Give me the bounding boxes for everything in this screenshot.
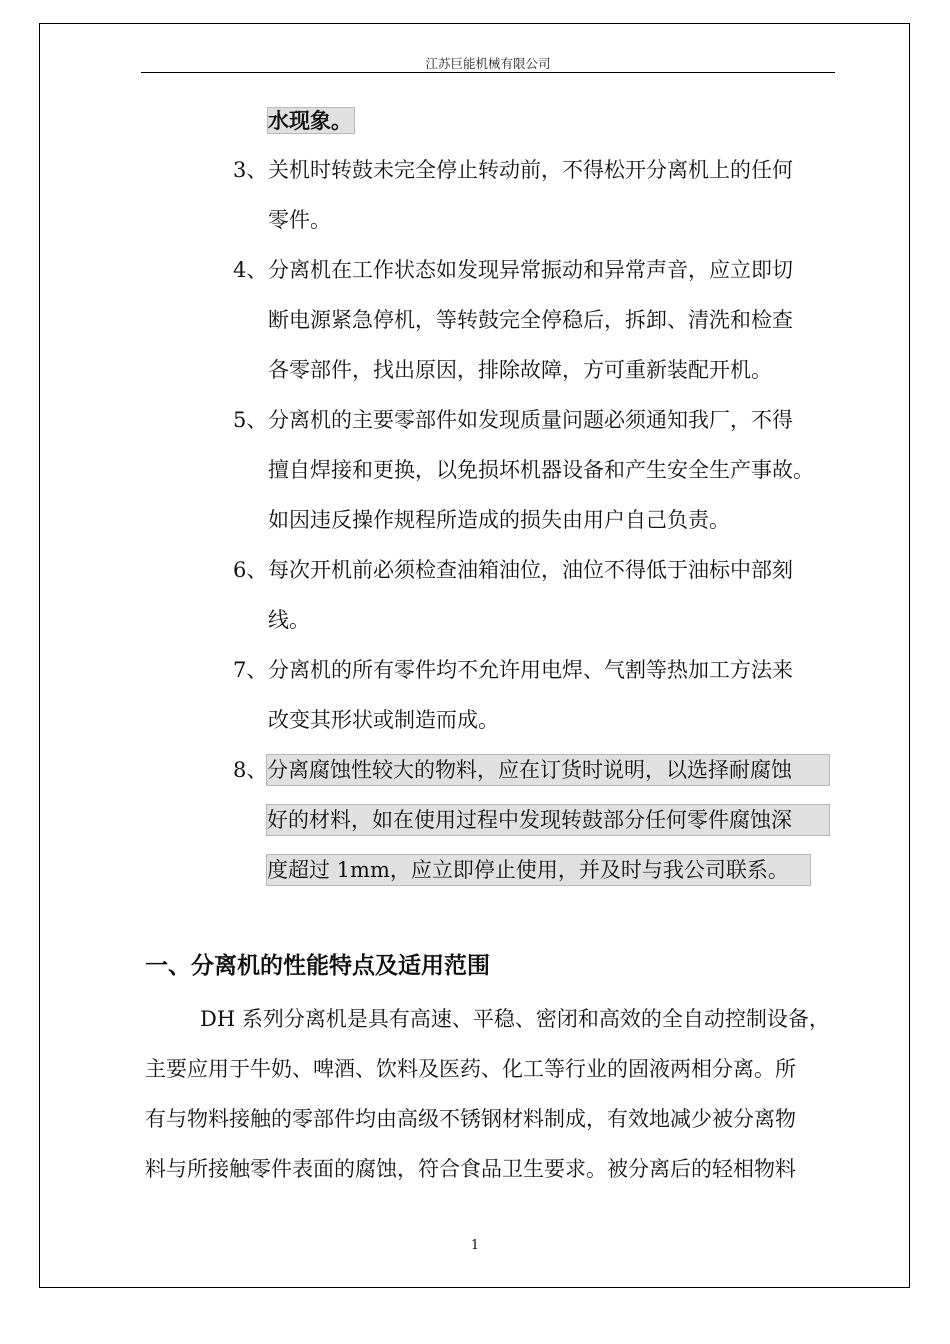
item-5-line-1: 分离机的主要零部件如发现质量问题必须通知我厂，不得 [268,408,793,432]
item-8-line-2: 好的材料，如在使用过程中发现转鼓部分任何零件腐蚀深 [267,805,829,835]
paragraph-line-2: 主要应用于牛奶、啤酒、饮料及医药、化工等行业的固液两相分离。所 [145,1057,796,1081]
item-4-number: 4、 [233,258,268,282]
page-number: 1 [470,1238,480,1253]
section-title: 一、分离机的性能特点及适用范围 [145,952,490,979]
paragraph-line-4: 料与所接触零件表面的腐蚀，符合食品卫生要求。被分离后的轻相物料 [145,1157,796,1181]
item-7-line-2: 改变其形状或制造而成。 [268,708,499,732]
header-company: 江苏巨能机械有限公司 [425,56,551,71]
item-7-line-1: 分离机的所有零件均不允许用电焊、气割等热加工方法来 [268,658,793,682]
item-5-line-3: 如因违反操作规程所造成的损失由用户自己负责。 [268,508,730,532]
item-4-line-2: 断电源紧急停机，等转鼓完全停稳后，拆卸、清洗和检查 [268,308,793,332]
item-8-line-3: 度超过 1mm，应立即停止使用，并及时与我公司联系。 [267,855,810,885]
item-5-number: 5、 [233,408,268,432]
item-3-line-2: 零件。 [268,208,331,232]
item-8-line-1: 分离腐蚀性较大的物料，应在订货时说明，以选择耐腐蚀 [267,755,829,785]
item-8-number: 8、 [233,758,268,782]
highlighted-fragment: 水现象。 [268,108,352,133]
item-4-line-1: 分离机在工作状态如发现异常振动和异常声音，应立即切 [268,258,793,282]
continued-fragment [268,106,354,136]
paragraph-line-1: DH 系列分离机是具有高速、平稳、密闭和高效的全自动控制设备， [200,1007,830,1031]
item-6-line-2: 线。 [268,608,310,632]
item-3-line-1: 关机时转鼓未完全停止转动前，不得松开分离机上的任何 [268,158,793,182]
item-6-line-1: 每次开机前必须检查油箱油位，油位不得低于油标中部刻 [268,558,793,582]
item-3-number: 3、 [233,158,268,182]
item-4-line-3: 各零部件，找出原因，排除故障，方可重新装配开机。 [268,358,772,382]
item-6-number: 6、 [233,558,268,582]
item-5-line-2: 擅自焊接和更换，以免损坏机器设备和产生安全生产事故。 [268,458,814,482]
header-rule [141,72,835,73]
paragraph-line-3: 有与物料接触的零部件均由高级不锈钢材料制成，有效地减少被分离物 [145,1107,796,1131]
item-7-number: 7、 [233,658,268,682]
